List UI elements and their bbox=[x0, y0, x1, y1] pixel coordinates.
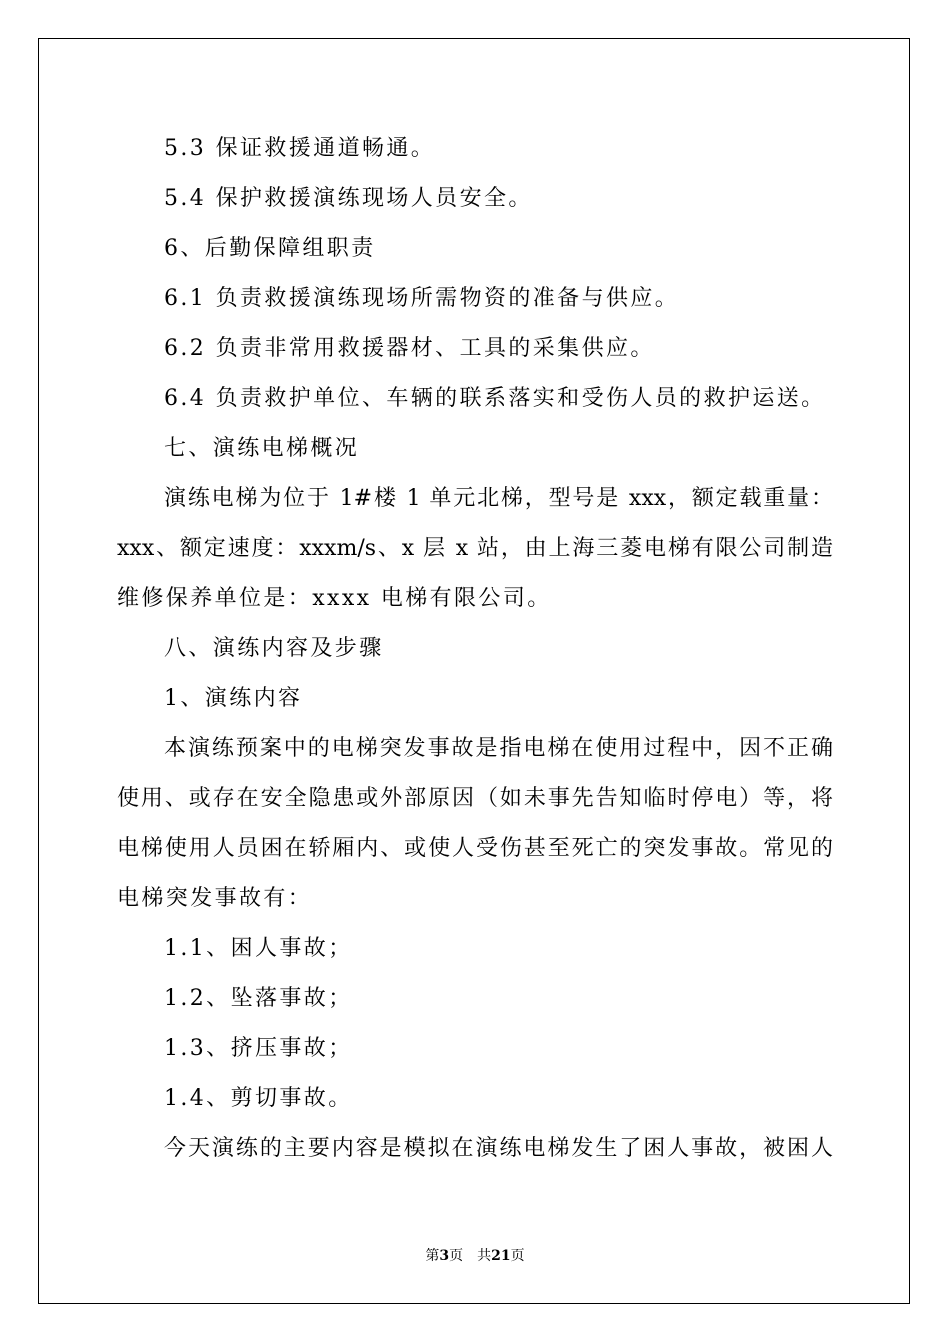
page-separator: 页 共 bbox=[449, 1248, 492, 1264]
paragraph-line: 演练电梯为位于 1#楼 1 单元北梯，型号是 xxx，额定载重量： bbox=[164, 486, 833, 511]
paragraph-line: 今天演练的主要内容是模拟在演练电梯发生了困人事故，被困人 bbox=[164, 1136, 833, 1161]
list-item: 1.1、困人事故； bbox=[164, 936, 353, 961]
paragraph-line: 维修保养单位是：xxxx 电梯有限公司。 bbox=[117, 586, 552, 611]
section-heading: 6、后勤保障组职责 bbox=[164, 236, 376, 261]
list-item: 1.3、挤压事故； bbox=[164, 1036, 353, 1061]
section-heading: 八、演练内容及步骤 bbox=[164, 636, 384, 661]
paragraph-line: 电梯突发事故有： bbox=[117, 886, 313, 911]
list-item: 1.4、剪切事故。 bbox=[164, 1086, 353, 1111]
paragraph-line: 5.4 保护救援演练现场人员安全。 bbox=[164, 186, 533, 211]
paragraph-line: 6.1 负责救援演练现场所需物资的准备与供应。 bbox=[164, 286, 680, 311]
paragraph-line: 6.2 负责非常用救援器材、工具的采集供应。 bbox=[164, 336, 655, 361]
page-footer bbox=[0, 1246, 950, 1266]
total-page-number: 21 bbox=[491, 1248, 511, 1264]
list-item: 1.2、坠落事故； bbox=[164, 986, 353, 1011]
paragraph-line: 6.4 负责救护单位、车辆的联系落实和受伤人员的救护运送。 bbox=[164, 386, 826, 411]
paragraph-line: 本演练预案中的电梯突发事故是指电梯在使用过程中，因不正确 bbox=[164, 736, 833, 761]
paragraph-line: xxx、额定速度：xxxm/s、x 层 x 站，由上海三菱电梯有限公司制造 bbox=[117, 536, 833, 561]
paragraph-line: 5.3 保证救援通道畅通。 bbox=[164, 136, 436, 161]
paragraph-line: 使用、或存在安全隐患或外部原因（如未事先告知临时停电）等，将 bbox=[117, 786, 833, 811]
subsection-heading: 1、演练内容 bbox=[164, 686, 303, 711]
page-suffix: 页 bbox=[510, 1248, 525, 1264]
paragraph-line: 电梯使用人员困在轿厢内、或使人受伤甚至死亡的突发事故。常见的 bbox=[117, 836, 833, 861]
section-heading: 七、演练电梯概况 bbox=[164, 436, 360, 461]
page-prefix: 第 bbox=[425, 1248, 440, 1264]
current-page-number: 3 bbox=[439, 1248, 450, 1264]
